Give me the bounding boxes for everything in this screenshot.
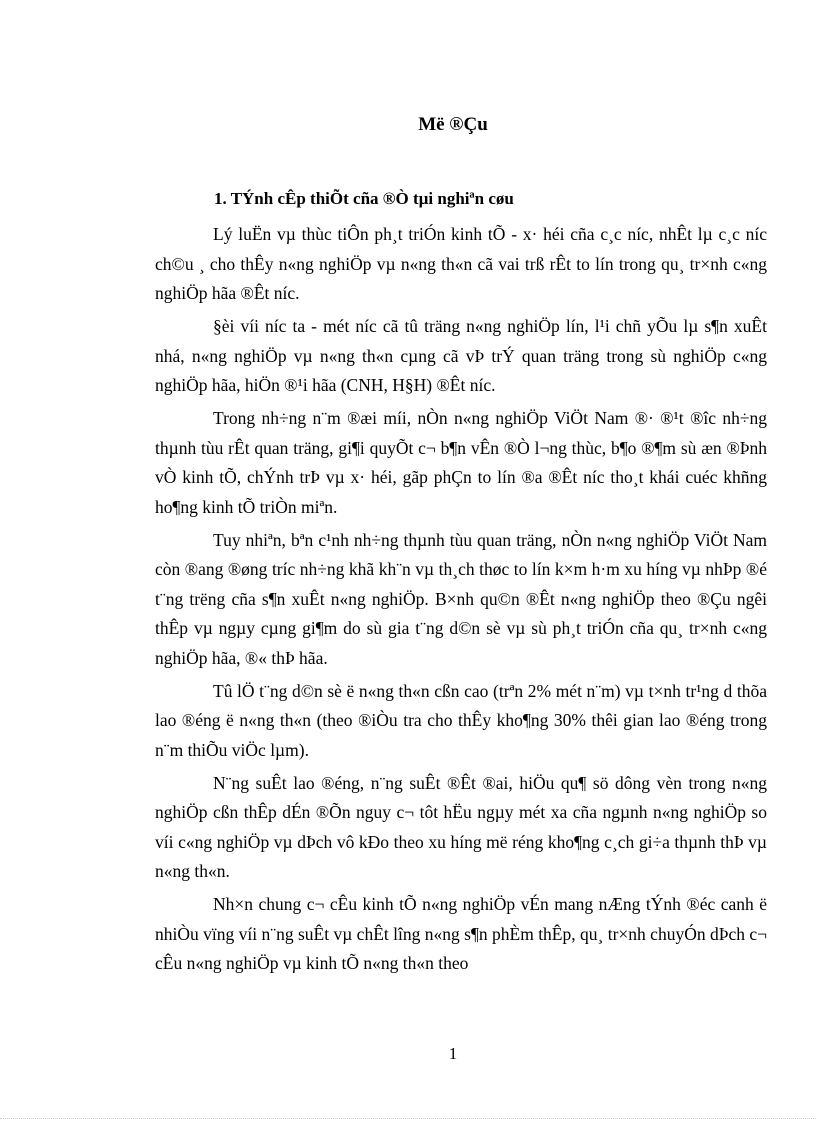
paragraph: Lý luËn vµ thùc tiÔn ph¸t triÓn kinh tÕ - x· héi cña c¸c níc, nhÊt lµ c¸c níc ch©u ¸ cho thÊy n«ng nghiÖp vµ n«ng th«n cã vai trß rÊt to lín trong qu¸ tr×nh c«ng nghiÖp hãa ®Êt níc. [155,224,767,303]
paragraph: Trong nh÷ng n¨m ®æi míi, nÒn n«ng nghiÖp ViÖt Nam ®· ®¹t ®îc nh÷ng thµnh tùu rÊt quan träng, gi¶i quyÕt c¬ b¶n vÊn ®Ò l¬ng thùc, b¶o ®¶m sù æn ®Þnh vÒ kinh tÕ, chÝnh trÞ vµ x· héi, gãp phÇn to lín ®a ®Êt níc tho¸t khái cuéc khñng ho¶ng kinh tÕ triÒn miªn. [155,408,767,517]
section-heading: 1. TÝnh cÊp thiÕt cña ®Ò tµi nghiªn cøu [214,189,514,208]
paragraph: Tuy nhiªn, bªn c¹nh nh÷ng thµnh tùu quan träng, nÒn n«ng nghiÖp ViÖt Nam còn ®ang ®øng tríc nh÷ng khã kh¨n vµ th¸ch thøc to lín k×m h·m xu híng vµ nhÞp ®é t¨ng trëng cña s¶n xuÊt n«ng nghiÖp. B×nh qu©n ®Êt n«ng nghiÖp theo ®Çu ngêi thÊp vµ ngµy cµng gi¶m do sù gia t¨ng d©n sè vµ sù ph¸t triÓn cña qu¸ tr×nh c«ng nghiÖp hãa, ®« thÞ hãa. [155,529,767,668]
paragraph: §èi víi níc ta - mét níc cã tû träng n«ng nghiÖp lín, l¹i chñ yÕu lµ s¶n xuÊt nhá, n«ng nghiÖp vµ n«ng th«n cµng cã vÞ trÝ quan träng trong sù nghiÖp c«ng nghiÖp hãa, hiÖn ®¹i hãa (CNH, H§H) ®Êt níc. [155,316,767,395]
page-bottom-divider [0,1118,816,1119]
paragraph: N¨ng suÊt lao ®éng, n¨ng suÊt ®Êt ®ai, hiÖu qu¶ sö dông vèn trong n«ng nghiÖp cßn thÊp dÉn ®Õn nguy c¬ tôt hËu ngµy mét xa cña ngµnh n«ng nghiÖp so víi c«ng nghiÖp vµ dÞch vô kÐo theo xu híng më réng kho¶ng c¸ch gi÷a thµnh thÞ vµ n«ng th«n. [155,772,767,881]
paragraph: Tû lÖ t¨ng d©n sè ë n«ng th«n cßn cao (trªn 2% mét n¨m) vµ t×nh tr¹ng d thõa lao ®éng ë n«ng th«n (theo ®iÒu tra cho thÊy kho¶ng 30% thêi gian lao ®éng trong n¨m thiÕu viÖc lµm). [155,680,767,760]
page-title: Më ®Çu [418,114,488,135]
paragraph: Nh×n chung c¬ cÊu kinh tÕ n«ng nghiÖp vÉn mang nÆng tÝnh ®éc canh ë nhiÒu vïng víi n¨ng suÊt vµ chÊt lîng n«ng s¶n phÈm thÊp, qu¸ tr×nh chuyÓn dÞch c¬ cÊu n«ng nghiÖp vµ kinh tÕ n«ng th«n theo [155,894,767,973]
page-number: 1 [448,1044,458,1063]
body-text [155,220,767,982]
